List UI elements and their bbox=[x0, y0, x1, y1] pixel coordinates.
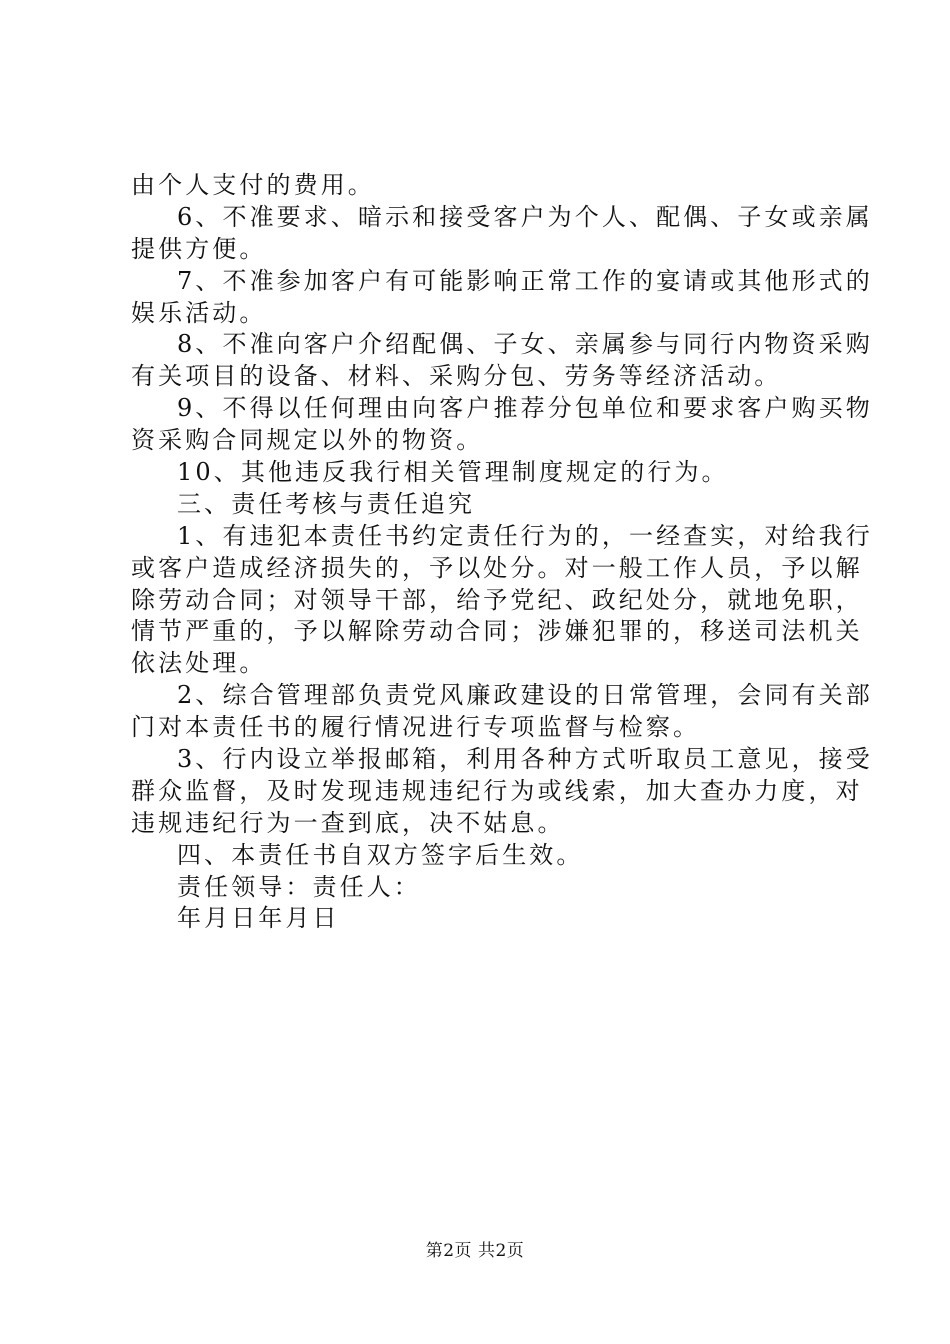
paragraph-line: 或客户造成经济损失的，予以处分。对一般工作人员，予以解 bbox=[131, 553, 863, 582]
paragraph-line: 情节严重的，予以解除劳动合同；涉嫌犯罪的，移送司法机关 bbox=[131, 617, 863, 646]
paragraph-line: 提供方便。 bbox=[131, 234, 267, 263]
paragraph-line: 2、综合管理部负责党风廉政建设的日常管理，会同有关部 bbox=[177, 681, 873, 710]
paragraph-line: 9、不得以任何理由向客户推荐分包单位和要求客户购买物 bbox=[177, 394, 873, 423]
paragraph-line: 6、不准要求、暗示和接受客户为个人、配偶、子女或亲属 bbox=[177, 202, 873, 231]
paragraph-line: 除劳动合同；对领导干部，给予党纪、政纪处分，就地免职， bbox=[131, 585, 863, 614]
paragraph-line: 年月日年月日 bbox=[177, 904, 340, 933]
paragraph-line: 有关项目的设备、材料、采购分包、劳务等经济活动。 bbox=[131, 362, 782, 391]
document-body bbox=[131, 170, 873, 935]
paragraph-line: 3、行内设立举报邮箱，利用各种方式听取员工意见，接受 bbox=[177, 745, 873, 774]
paragraph-line: 资采购合同规定以外的物资。 bbox=[131, 426, 484, 455]
paragraph-line: 依法处理。 bbox=[131, 649, 267, 678]
paragraph-line: 群众监督，及时发现违规违纪行为或线索，加大查办力度，对 bbox=[131, 776, 863, 805]
paragraph-line: 娱乐活动。 bbox=[131, 298, 267, 327]
paragraph-line: 8、不准向客户介绍配偶、子女、亲属参与同行内物资采购 bbox=[177, 330, 873, 359]
paragraph-line: 1、有违犯本责任书约定责任行为的，一经查实，对给我行 bbox=[177, 521, 873, 550]
paragraph-line: 四、本责任书自双方签字后生效。 bbox=[177, 840, 584, 869]
paragraph-line: 三、责任考核与责任追究 bbox=[177, 489, 476, 518]
paragraph-line: 责任领导：责任人： bbox=[177, 872, 421, 901]
paragraph-line: 门对本责任书的履行情况进行专项监督与检察。 bbox=[131, 713, 701, 742]
paragraph-line: 10、其他违反我行相关管理制度规定的行为。 bbox=[177, 458, 729, 487]
paragraph-line: 违规违纪行为一查到底，决不姑息。 bbox=[131, 808, 565, 837]
page-footer: 第2页 共2页 bbox=[425, 1241, 525, 1261]
paragraph-line: 由个人支付的费用。 bbox=[131, 171, 375, 199]
paragraph-line: 7、不准参加客户有可能影响正常工作的宴请或其他形式的 bbox=[177, 266, 873, 295]
